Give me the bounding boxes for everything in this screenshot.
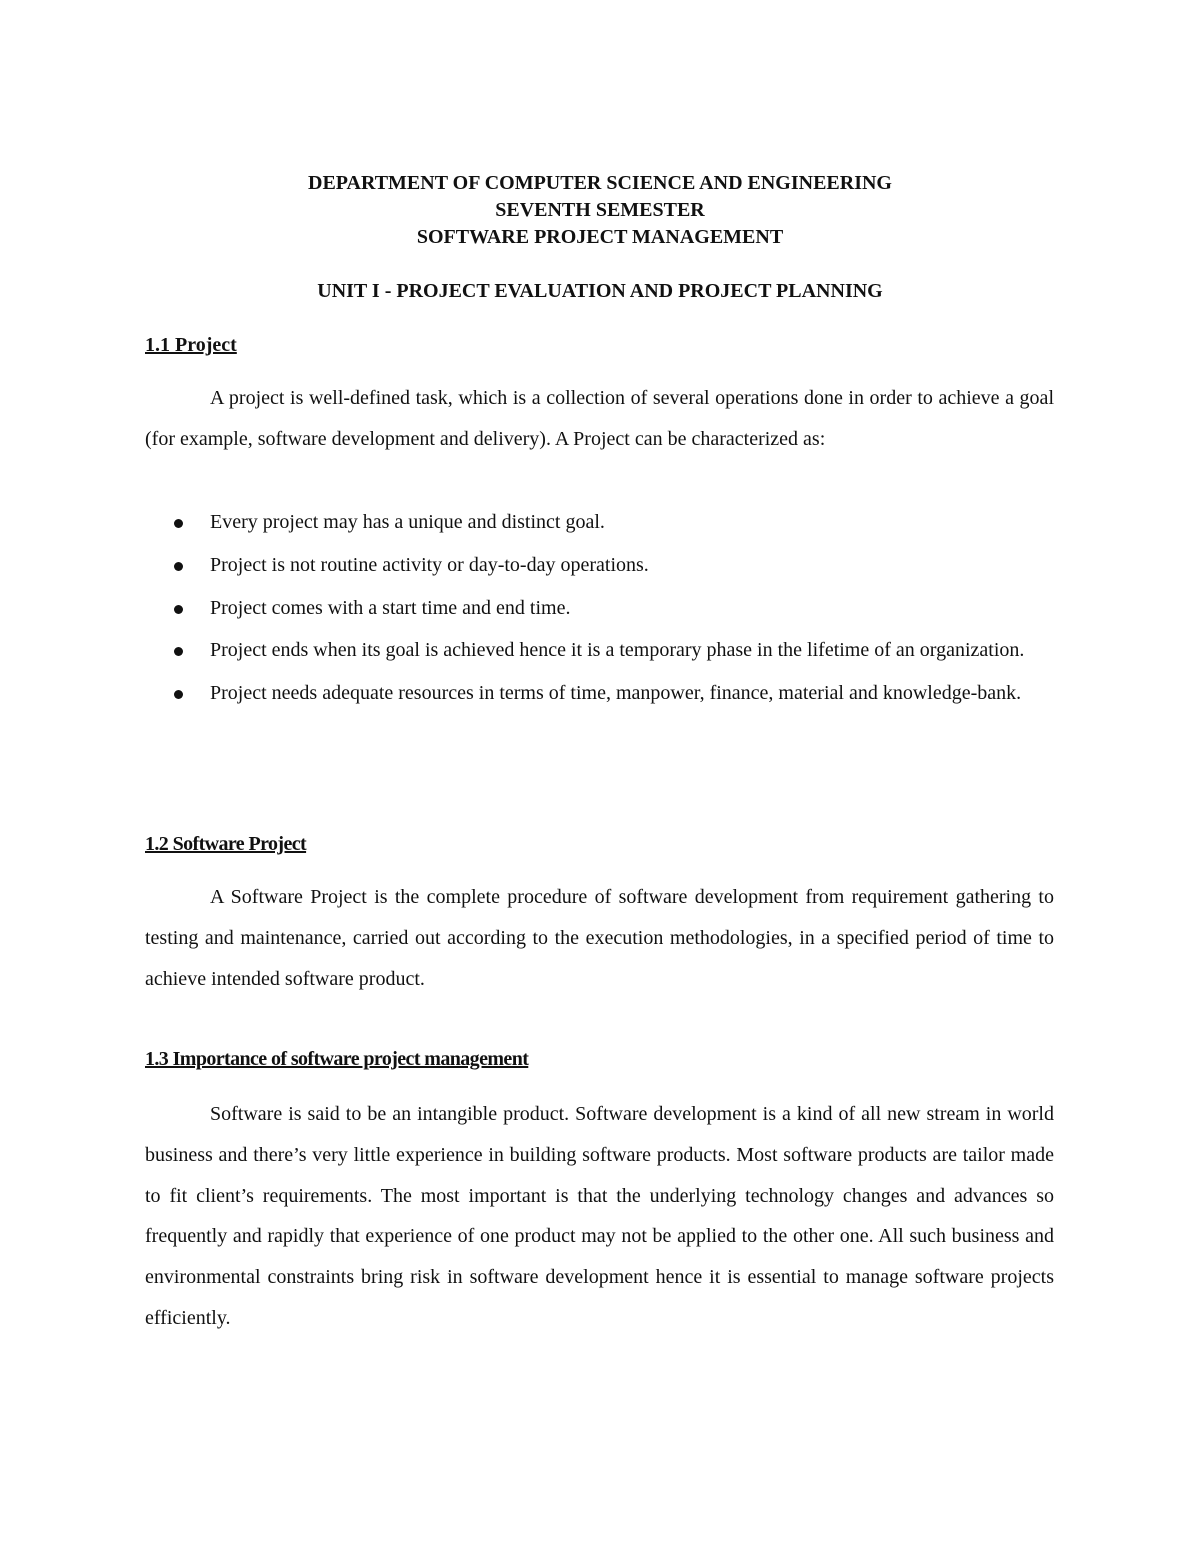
section-paragraph-project	[145, 378, 1054, 460]
list-item-text: Project comes with a start time and end time.	[210, 596, 571, 619]
list-item-text: Every project may has a unique and distinct goal.	[210, 511, 605, 533]
list-item	[145, 545, 1054, 588]
list-item	[145, 588, 1054, 631]
paragraph-text: Software is said to be an intangible product. Software development is a kind of all new stream in world business and there’s very little experience in building software products. Most software products are tailor made to fit client’s requirements. The most important is that the underlying technology changes and advances so frequently and rapidly that experience of one product may not be applied to the other one. All such business and environmental constraints bring risk in software development hence it is essential to manage software projects efficiently.	[145, 1103, 1054, 1329]
section-heading-importance: 1.3 Importance of software project management	[145, 1048, 529, 1070]
paragraph-text: A Software Project is the complete procedure of software development from requirement gathering to testing and maintenance, carried out according to the execution methodologies, in a specified period of time to achieve intended software product.	[145, 886, 1054, 990]
document-header	[0, 170, 1200, 251]
list-item-text: Project needs adequate resources in terms of time, manpower, finance, material and knowledge-bank.	[210, 682, 1022, 705]
unit-title: UNIT I - PROJECT EVALUATION AND PROJECT PLANNING	[317, 280, 883, 302]
section-heading-software-project: 1.2 Software Project	[145, 833, 307, 855]
paragraph-text: A project is well-defined task, which is a collection of several operations done in order to achieve a goal (for example, software development and delivery). A Project can be characterized as:	[145, 387, 1054, 450]
bullet-icon	[174, 690, 183, 699]
course-title: SOFTWARE PROJECT MANAGEMENT	[416, 226, 784, 248]
bullet-icon	[174, 647, 183, 656]
list-item-text: Project ends when its goal is achieved hence it is a temporary phase in the lifetime of an organization.	[210, 639, 1025, 662]
section-paragraph-software-project	[145, 877, 1054, 999]
list-item-text: Project is not routine activity or day-to-day operations.	[210, 553, 649, 576]
bullet-icon	[174, 605, 183, 614]
project-characteristics-list	[145, 502, 1054, 716]
list-item	[145, 673, 1054, 716]
semester-title: SEVENTH SEMESTER	[495, 199, 705, 221]
section-paragraph-importance	[145, 1094, 1054, 1339]
bullet-icon	[174, 519, 183, 528]
section-heading-project: 1.1 Project	[145, 334, 237, 356]
department-title: DEPARTMENT OF COMPUTER SCIENCE AND ENGINEERING	[308, 172, 892, 194]
bullet-icon	[174, 562, 183, 571]
list-item	[145, 502, 1054, 545]
list-item	[145, 630, 1054, 673]
